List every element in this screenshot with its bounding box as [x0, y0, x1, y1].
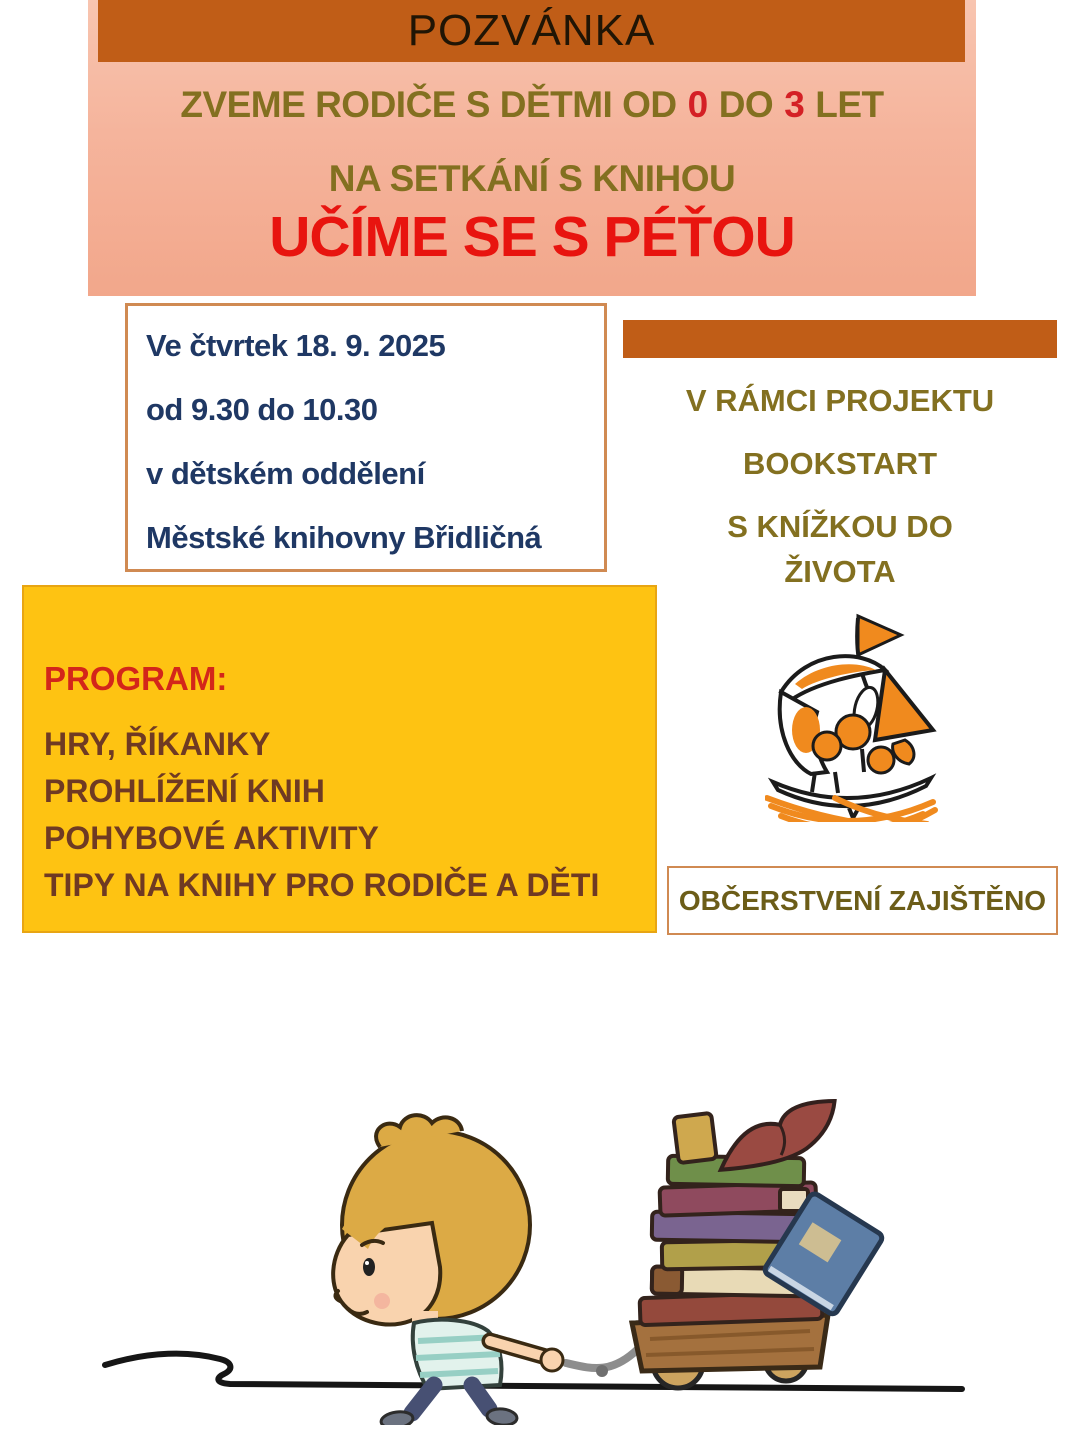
- project-line-1: V RÁMCI PROJEKTU: [685, 383, 995, 418]
- age-to: 3: [784, 84, 805, 125]
- boy-pulling-book-wagon-illustration: [80, 1095, 980, 1425]
- program-list: [44, 721, 655, 909]
- program-item-4: TIPY NA KNIHY PRO RODIČE A DĚTI: [44, 867, 600, 903]
- project-line-3: S KNÍŽKOU DO: [727, 509, 953, 544]
- program-item-2: PROHLÍŽENÍ KNIH: [44, 773, 325, 809]
- invite-line-meeting: NA SETKÁNÍ S KNIHOU: [328, 158, 736, 199]
- program-item-1: HRY, ŘÍKANKY: [44, 726, 271, 762]
- event-place-line2: Městské knihovny Břidličná: [146, 520, 542, 555]
- invite-text-part1: ZVEME RODIČE S DĚTMI OD: [180, 84, 677, 125]
- event-headline: UČÍME SE S PÉŤOU: [269, 205, 795, 269]
- program-heading: PROGRAM:: [44, 660, 228, 697]
- event-place-line1: v dětském oddělení: [146, 456, 425, 491]
- invite-line-ages: [88, 84, 976, 126]
- program-box: [22, 585, 657, 933]
- invite-text-part2: DO: [718, 84, 774, 125]
- project-line-4: ŽIVOTA: [784, 554, 896, 589]
- project-accent-bar: [623, 320, 1057, 358]
- invitation-block: [88, 0, 976, 296]
- bookstart-logo: [765, 612, 940, 822]
- title-bar: [98, 0, 965, 62]
- refreshments-box: [667, 866, 1058, 935]
- invite-text-part3: LET: [815, 84, 884, 125]
- refreshments-text: OBČERSTVENÍ ZAJIŠTĚNO: [678, 884, 1047, 916]
- program-item-3: POHYBOVÉ AKTIVITY: [44, 820, 379, 856]
- event-info-box: [125, 303, 607, 572]
- event-date: Ve čtvrtek 18. 9. 2025: [146, 328, 446, 363]
- age-from: 0: [687, 84, 708, 125]
- project-line-2: BOOKSTART: [742, 446, 938, 481]
- project-column: [623, 378, 1057, 594]
- poster-title: POZVÁNKA: [407, 6, 656, 55]
- event-time: od 9.30 do 10.30: [146, 392, 378, 427]
